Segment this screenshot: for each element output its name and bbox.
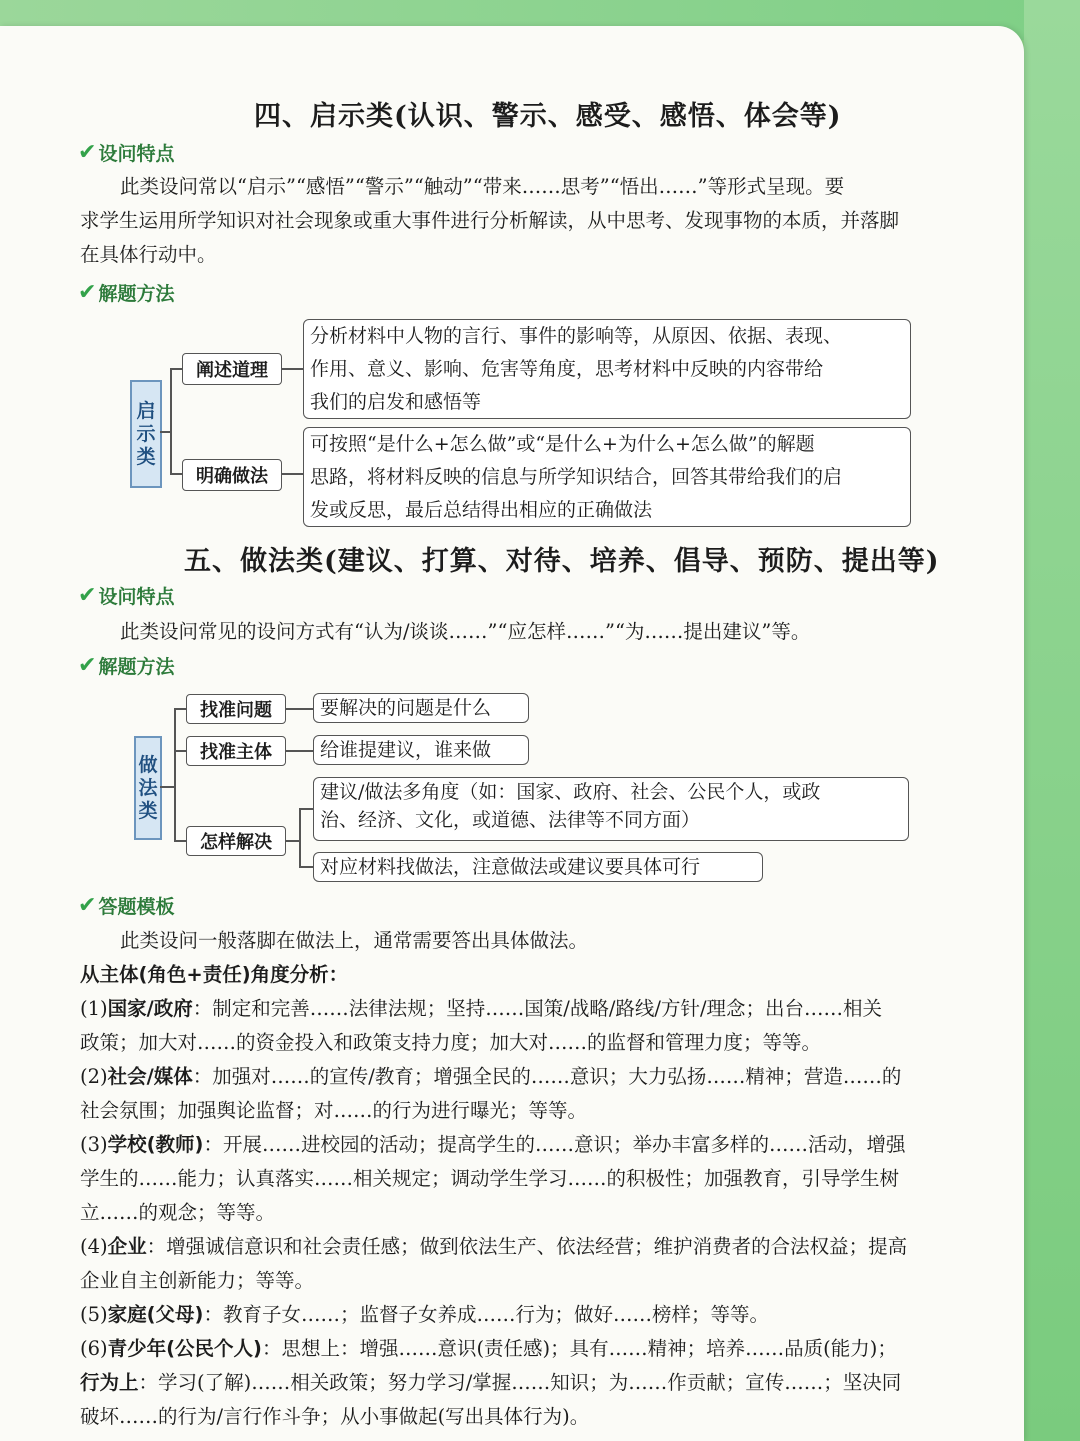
content-line: 作用、意义、影响、危害等角度，思考材料中反映的内容带给 (310, 358, 824, 380)
item-role: 国家/政府 (107, 997, 193, 1020)
item-6 (80, 1332, 907, 1434)
connector (299, 866, 313, 868)
item-line (80, 1060, 907, 1094)
connector (174, 750, 186, 752)
branch-label-find-subject: 找准主体 (186, 736, 286, 766)
connector (285, 750, 313, 752)
check-icon: ✔ (78, 583, 97, 608)
item-line: 学生的……能力；认真落实……相关规定；调动学生学习……的积极性；加强教育，引导学生树 (80, 1167, 900, 1190)
content-line: 分析材料中人物的言行、事件的影响等，从原因、依据、表现、 (310, 325, 843, 347)
connector (174, 840, 186, 842)
diagram2-root (134, 736, 162, 840)
branch-content-find-problem (313, 693, 529, 723)
item-text: ：开展……进校园的活动；提高学生的……意识；举办丰富多样的……活动，增强 (203, 1133, 906, 1156)
content-line: 对应材料找做法，注意做法或建议要具体可行 (320, 856, 701, 878)
item-2 (80, 1060, 907, 1128)
section5-method-heading (78, 652, 174, 679)
root-char: 做 (138, 753, 158, 776)
connector (281, 473, 303, 475)
connector (160, 431, 170, 433)
connector (285, 708, 313, 710)
section4-method-heading (78, 279, 174, 306)
connector (299, 808, 301, 866)
item-line (80, 1332, 907, 1366)
item-text: ：增强诚信意识和社会责任感；做到依法生产、依法经营；维护消费者的合法权益；提高 (146, 1235, 908, 1258)
root-char: 示 (136, 422, 156, 445)
connector (170, 368, 182, 370)
item-line (80, 1366, 907, 1400)
section5-feature-text: 此类设问常见的设问方式有“认为/谈谈……”“应怎样……”“为……提出建议”等。 (120, 620, 811, 643)
paragraph-line: 此类设问常以“启示”“感悟”“警示”“触动”“带来……思考”“悟出……”等形式呈现。要 (120, 175, 845, 198)
paragraph-line: 在具体行动中。 (80, 243, 217, 266)
item-line: 政策；加大对……的资金投入和政策支持力度；加大对……的监督和管理力度；等等。 (80, 1031, 822, 1054)
root-char: 类 (136, 445, 156, 468)
item-text: ：加强对……的宣传/教育；增强全民的……意识；大力弘扬……精神；营造……的 (192, 1065, 902, 1088)
content-line: 要解决的问题是什么 (320, 697, 492, 719)
item-subhead: 行为上 (80, 1371, 139, 1394)
item-num: (1) (80, 997, 108, 1020)
branch-content-find-subject (313, 735, 529, 765)
template-intro: 此类设问一般落脚在做法上，通常需要答出具体做法。 (120, 929, 589, 952)
item-num: (2) (80, 1065, 108, 1088)
content-line: 治、经济、文化，或道德、法律等不同方面） (320, 809, 701, 831)
root-char: 类 (138, 799, 158, 822)
item-text: ：制定和完善……法律法规；坚持……国策/战略/路线/方针/理念；出台……相关 (192, 997, 883, 1020)
connector (160, 786, 174, 788)
item-num: (4) (80, 1235, 108, 1258)
branch-label-explain: 阐述道理 (182, 353, 282, 385)
root-char: 法 (138, 776, 158, 799)
connector (281, 368, 303, 370)
item-line: 社会氛围；加强舆论监督；对……的行为进行曝光；等等。 (80, 1099, 588, 1122)
item-text: ：学习(了解)……相关政策；努力学习/掌握……知识；为……作贡献；宣传……；坚决同 (138, 1371, 902, 1394)
check-icon: ✔ (78, 280, 97, 305)
branch-label-find-problem: 找准问题 (186, 694, 286, 724)
root-char: 启 (136, 399, 156, 422)
branch-label-method: 明确做法 (182, 459, 282, 491)
diagram1-root (130, 380, 162, 488)
connector (170, 368, 172, 474)
section4-method-heading-text: 解题方法 (98, 283, 175, 305)
connector (170, 473, 182, 475)
template-heading (78, 892, 174, 919)
check-icon: ✔ (78, 893, 97, 918)
subject-heading (80, 958, 907, 992)
item-1 (80, 992, 907, 1060)
connector (174, 708, 186, 710)
item-role: 企业 (107, 1235, 147, 1258)
item-line: 企业自主创新能力；等等。 (80, 1269, 315, 1292)
paragraph-line: 求学生运用所学知识对社会现象或重大事件进行分析解读，从中思考、发现事物的本质，并落脚 (80, 209, 900, 232)
content-line: 给谁提建议，谁来做 (320, 739, 492, 761)
content-line: 建议/做法多角度（如：国家、政府、社会、公民个人，或政 (320, 781, 821, 803)
section5-feature-heading (78, 582, 174, 609)
section4-feature-heading (78, 139, 174, 166)
item-line (80, 1128, 907, 1162)
section4-feature-text (80, 170, 899, 272)
item-num: (3) (80, 1133, 108, 1156)
content-line: 我们的启发和感悟等 (310, 391, 482, 413)
branch-label-how-solve: 怎样解决 (186, 826, 286, 856)
section5-feature-heading-text: 设问特点 (98, 586, 175, 608)
item-4 (80, 1230, 907, 1298)
section5-title: 五、做法类(建议、打算、对待、培养、倡导、预防、提出等) (184, 546, 940, 577)
document-page (0, 26, 1024, 1441)
connector (299, 808, 313, 810)
item-num: (6) (80, 1337, 108, 1360)
item-line: 立……的观念；等等。 (80, 1201, 276, 1224)
section4-title: 四、启示类(认识、警示、感受、感悟、体会等) (254, 101, 842, 132)
branch-content-how-solve-angles (313, 777, 909, 841)
item-text: ：思想上：增强……意识(责任感)；具有……精神；培养……品质(能力)； (261, 1337, 897, 1360)
item-3 (80, 1128, 907, 1230)
section4-feature-heading-text: 设问特点 (98, 143, 175, 165)
branch-content-method (303, 427, 911, 527)
answer-template-body (80, 924, 907, 1434)
item-line (80, 1298, 907, 1332)
item-line: 破坏……的行为/言行作斗争；从小事做起(写出具体行为)。 (80, 1405, 590, 1428)
check-icon: ✔ (78, 140, 97, 165)
connector (285, 840, 299, 842)
branch-content-how-solve-feasible (313, 852, 763, 882)
item-num: (5) (80, 1303, 108, 1326)
connector (174, 708, 176, 841)
item-line (80, 1230, 907, 1264)
content-line: 发或反思，最后总结得出相应的正确做法 (310, 499, 653, 521)
template-heading-text: 答题模板 (98, 896, 175, 918)
check-icon: ✔ (78, 653, 97, 678)
item-text: ：教育子女……；监督子女养成……行为；做好……榜样；等等。 (203, 1303, 769, 1326)
item-role: 青少年(公民个人) (107, 1337, 262, 1360)
branch-content-explain (303, 319, 911, 419)
item-role: 家庭(父母) (107, 1303, 204, 1326)
item-role: 学校(教师) (107, 1133, 204, 1156)
item-line (80, 992, 907, 1026)
content-line: 可按照“是什么+怎么做”或“是什么+为什么+怎么做”的解题 (310, 433, 815, 455)
item-role: 社会/媒体 (107, 1065, 193, 1088)
section5-method-heading-text: 解题方法 (98, 656, 175, 678)
subject-heading-text: 从主体(角色+责任)角度分析： (80, 963, 349, 986)
right-green-band (1024, 0, 1080, 1441)
item-5 (80, 1298, 907, 1332)
content-line: 思路，将材料反映的信息与所学知识结合，回答其带给我们的启 (310, 466, 843, 488)
